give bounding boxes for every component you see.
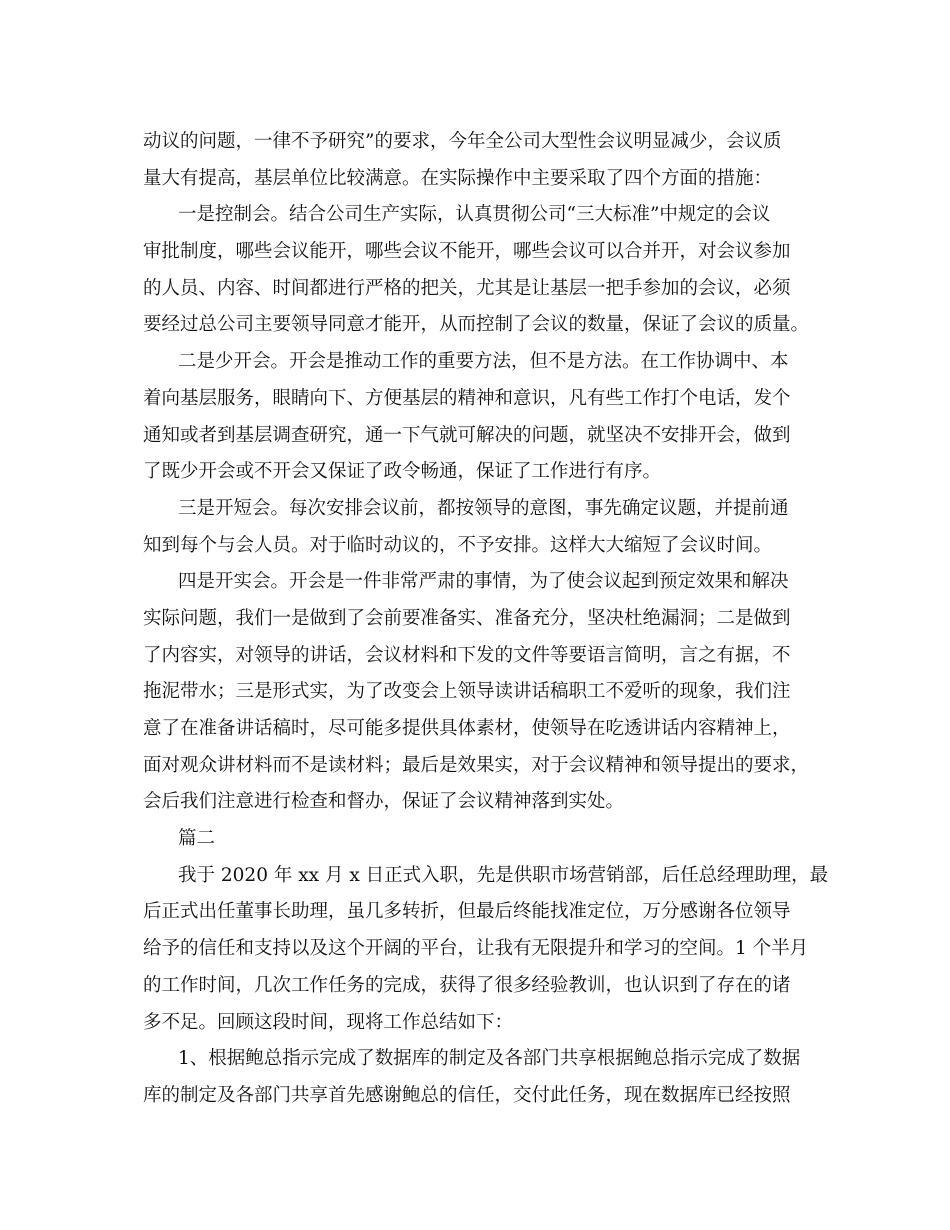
paragraph-start-line: 我于 2020 年 xx 月 x 日正式入职，先是供职市场营销部，后任总经理助理，最 [178, 864, 829, 886]
section-heading: 篇二 [178, 828, 216, 850]
text-line: 面对观众讲材料而不是读材料；最后是效果实，对于会议精神和领导提出的要求， [143, 754, 810, 776]
text-line: 后正式出任董事长助理，虽几多转折，但最后终能找准定位，万分感谢各位领导 [143, 901, 791, 923]
paragraph-start-line: 1、根据鲍总指示完成了数据库的制定及各部门共享根据鲍总指示完成了数据 [178, 1048, 801, 1070]
text-line: 着向基层服务，眼睛向下、方便基层的精神和意识，凡有些工作打个电话，发个 [143, 387, 791, 409]
text-line: 知到每个与会人员。对于临时动议的，不予安排。这样大大缩短了会议时间。 [143, 534, 773, 556]
paragraph-start-line: 三是开短会。每次安排会议前，都按领导的意图，事先确定议题，并提前通 [178, 497, 789, 519]
text-line: 意了在准备讲话稿时，尽可能多提供具体素材，使领导在吃透讲话内容精神上， [143, 718, 791, 739]
text-line: 量大有提高，基层单位比较满意。在实际操作中主要采取了四个方面的措施： [143, 167, 773, 189]
text-line: 动议的问题，一律不予研究”的要求，今年全公司大型性会议明显减少，会议质 [143, 131, 782, 152]
text-line: 要经过总公司主要领导同意才能开，从而控制了会议的数量，保证了会议的质量。 [143, 314, 810, 336]
text-line: 的工作时间，几次工作任务的完成，获得了很多经验教训，也认识到了存在的诸 [143, 974, 791, 996]
document-body [143, 124, 829, 1115]
paragraph-start-line: 二是少开会。开会是推动工作的重要方法，但不是方法。在工作协调中、本 [178, 351, 789, 373]
text-line: 拖泥带水；三是形式实，为了改变会上领导读讲话稿职工不爱听的现象，我们注 [143, 681, 791, 703]
text-line: 了既少开会或不开会又保证了政令畅通，保证了工作进行有序。 [143, 461, 662, 483]
paragraph-start-line: 一是控制会。结合公司生产实际，认真贯彻公司“三大标准”中规定的会议 [178, 204, 771, 226]
text-line: 会后我们注意进行检查和督办，保证了会议精神落到实处。 [143, 791, 625, 813]
text-line: 的人员、内容、时间都进行严格的把关，尤其是让基层一把手参加的会议，必须 [143, 277, 791, 299]
text-line: 了内容实，对领导的讲话，会议材料和下发的文件等要语言简明，言之有据，不 [143, 644, 791, 666]
paragraph-start-line: 四是开实会。开会是一件非常严肃的事情，为了使会议起到预定效果和解决 [178, 571, 789, 593]
text-line: 实际问题，我们一是做到了会前要准备实、准备充分，坚决杜绝漏洞；二是做到 [143, 607, 791, 629]
text-line: 给予的信任和支持以及这个开阔的平台，让我有无限提升和学习的空间。1 个半月 [143, 938, 809, 960]
text-line: 库的制定及各部门共享首先感谢鲍总的信任，交付此任务，现在数据库已经按照 [143, 1084, 791, 1106]
text-line: 审批制度，哪些会议能开，哪些会议不能开，哪些会议可以合并开，对会议参加 [143, 241, 791, 263]
text-line: 通知或者到基层调查研究，通一下气就可解决的问题，就坚决不安排开会，做到 [143, 424, 791, 446]
text-line: 多不足。回顾这段时间，现将工作总结如下： [143, 1011, 514, 1033]
